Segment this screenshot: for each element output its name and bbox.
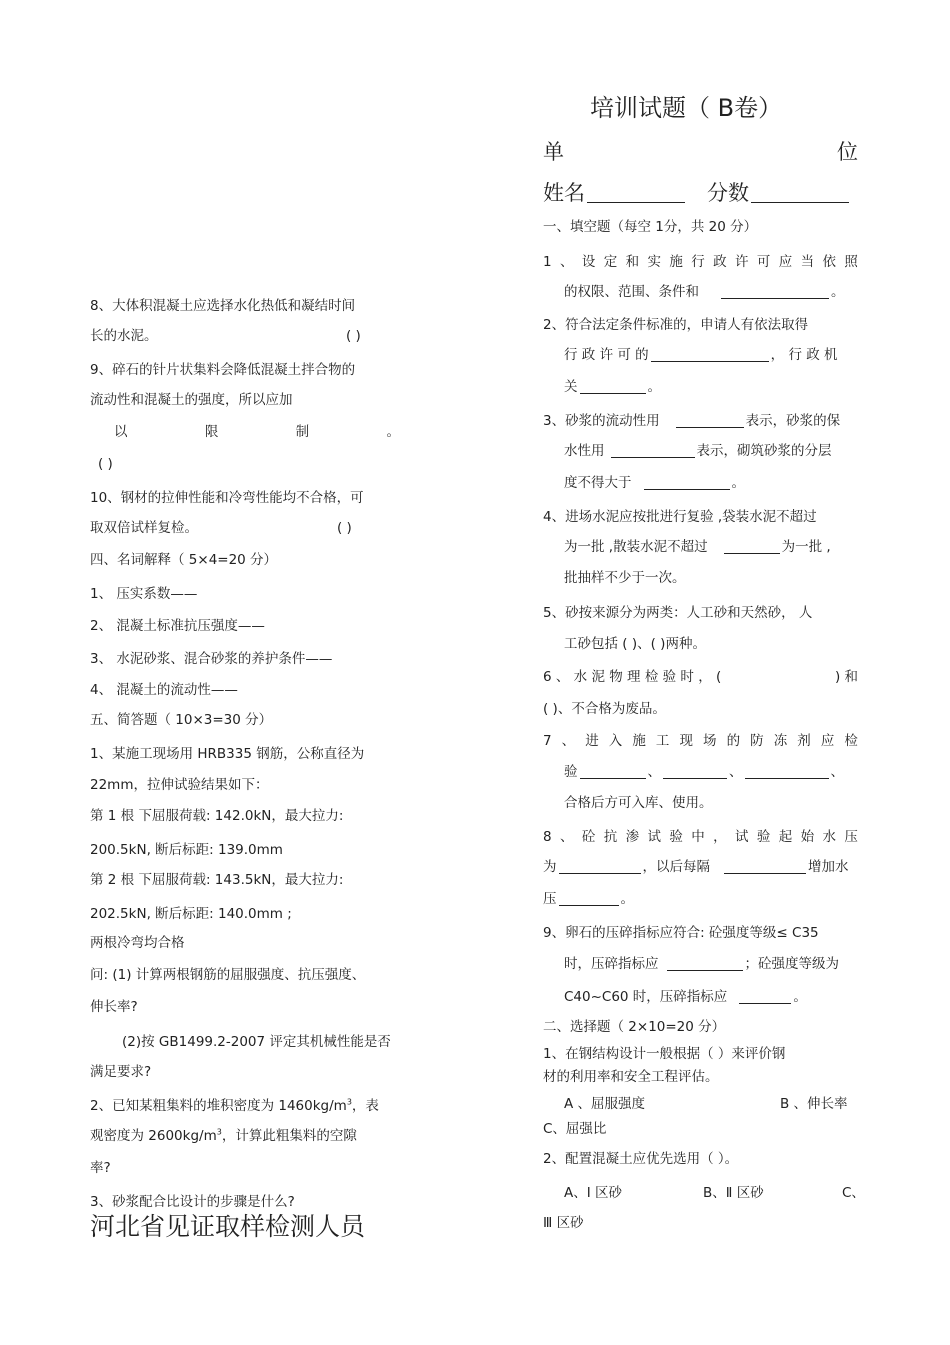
- fill-q9-line2: 时，压碎指标应 ；砼强度等级为: [564, 956, 839, 972]
- choice-q2-option-b[interactable]: B、Ⅱ 区砂: [703, 1185, 764, 1201]
- sa-q1-line7: 两根冷弯均合格: [90, 935, 185, 951]
- fill-q7-line3: 合格后方可入库、使用。: [564, 795, 713, 811]
- choice-q1-option-a[interactable]: A 、屈服强度: [564, 1096, 646, 1112]
- score-label: 分数: [707, 181, 749, 205]
- fill-q3-blank1[interactable]: [676, 413, 744, 428]
- fill-q9-line1: 9、卵石的压碎指标应符合: 砼强度等级≤ C35: [543, 925, 819, 941]
- tf-q9-line2: 流动性和混凝土的强度，所以应加: [90, 392, 293, 408]
- fill-q6-line1: 6 、 水 泥 物 理 检 验 时 ， ( ) 和: [543, 669, 858, 685]
- sa-q1-line8: 问: (1) 计算两根钢筋的屈服强度、抗压强度、: [90, 967, 366, 983]
- section-5-heading: 五、简答题（ 10×3=30 分）: [90, 712, 273, 728]
- tf-q8-line2: 长的水泥。: [90, 328, 158, 344]
- fill-q4-line3: 批抽样不少于一次。: [564, 570, 686, 586]
- fill-q8-blank1[interactable]: [559, 859, 641, 874]
- fill-q8-line1: 8 、 砼 抗 渗 试 验 中 ， 试 验 起 始 水 压: [543, 829, 858, 845]
- term-1: 1、 压实系数——: [90, 586, 198, 602]
- tf-q9-line3: 以 限 制 。: [114, 424, 400, 440]
- choice-q1-line1: 1、在钢结构设计一般根据（ ）来评价钢: [543, 1046, 786, 1062]
- unit-label-end: 位: [837, 140, 858, 164]
- tf-q10-line1: 10、钢材的拉伸性能和冷弯性能均不合格，可: [90, 490, 364, 506]
- fill-q4-blank[interactable]: [724, 539, 780, 554]
- fill-q1-line1: 1 、 设 定 和 实 施 行 政 许 可 应 当 依 照: [543, 254, 858, 270]
- fill-q2-line1: 2、符合法定条件标准的，申请人有依法取得: [543, 317, 809, 333]
- sa-q1-line1: 1、某施工现场用 HRB335 钢筋，公称直径为: [90, 746, 365, 762]
- choice-q1-option-b[interactable]: B 、伸长率: [780, 1096, 848, 1112]
- sa-q1-line3: 第 1 根 下屈服荷载: 142.0kN，最大拉力:: [90, 808, 344, 824]
- sa-q2-line2: 观密度为 $2600kg/m^3$，计算此粗集料的空隙: [90, 1127, 357, 1144]
- name-score-line: [543, 180, 851, 206]
- fill-q8-line2: 为 ，以后每隔 增加水: [543, 859, 849, 875]
- fill-q8-blank3[interactable]: [559, 891, 619, 906]
- choice-q2-option-a[interactable]: A、Ⅰ 区砂: [564, 1185, 623, 1201]
- sa-q2-line3: 率?: [90, 1160, 111, 1176]
- term-2: 2、 混凝土标准抗压强度——: [90, 618, 265, 634]
- sa-q1-line5: 第 2 根 下屈服荷载: 143.5kN，最大拉力:: [90, 872, 344, 888]
- tf-q10-line2: 取双倍试样复检。: [90, 520, 198, 536]
- fill-q3-line1: 3、砂浆的流动性用 表示，砂浆的保: [543, 413, 841, 429]
- unit-label: 单: [543, 140, 564, 164]
- sa-q1-line2: 22mm，拉伸试验结果如下：: [90, 777, 269, 793]
- fill-q5-line2: 工砂包括 ( )、( )两种。: [564, 636, 706, 652]
- fill-q3-line3: 度不得大于 。: [564, 475, 745, 491]
- fill-q1-line2: 的权限、范围、条件和 。: [564, 284, 845, 300]
- tf-q8-answer[interactable]: ( ): [346, 328, 361, 344]
- sa-q1-line9: 伸长率?: [90, 999, 138, 1015]
- fill-q9-blank1[interactable]: [667, 956, 743, 971]
- score-blank[interactable]: [751, 182, 849, 203]
- fill-q8-line3: 压 。: [543, 891, 634, 907]
- choice-q2-option-c[interactable]: Ⅲ 区砂: [543, 1215, 584, 1231]
- fill-q7-line1: 7 、 进 入 施 工 现 场 的 防 冻 剂 应 检: [543, 733, 858, 749]
- fill-q6-line2: ( )、不合格为废品。: [543, 701, 666, 717]
- sa-q3: 3、砂浆配合比设计的步骤是什么?: [90, 1194, 295, 1210]
- fill-q2-line3: 关 。: [564, 379, 661, 395]
- name-label: 姓名: [543, 181, 585, 205]
- fill-q8-blank2[interactable]: [724, 859, 806, 874]
- org-title: 河北省见证取样检测人员: [90, 1212, 366, 1241]
- fill-q4-line1: 4、进场水泥应按批进行复验 ,袋装水泥不超过: [543, 509, 817, 525]
- fill-q2-blank2[interactable]: [580, 379, 646, 394]
- section-2-heading: 二、选择题（ 2×10=20 分）: [543, 1019, 726, 1035]
- fill-q2-line2: 行 政 许 可 的 ， 行 政 机: [564, 347, 838, 363]
- fill-q9-line3: C40~C60 时，压碎指标应 。: [564, 989, 807, 1005]
- fill-q2-blank1[interactable]: [651, 347, 769, 362]
- fill-q7-blank2[interactable]: [663, 764, 727, 779]
- fill-q7-blank3[interactable]: [745, 764, 829, 779]
- fill-q7-line2: 验 、 、 、: [564, 764, 844, 780]
- fill-q1-blank[interactable]: [721, 284, 829, 299]
- page-title: 培训试题（ B卷）: [590, 94, 783, 122]
- section-4-heading: 四、名词解释（ 5×4=20 分）: [90, 552, 278, 568]
- name-blank[interactable]: [587, 182, 685, 203]
- fill-q3-blank2[interactable]: [611, 443, 695, 458]
- fill-q9-blank2[interactable]: [739, 989, 791, 1004]
- sa-q2-line1: 2、已知某粗集料的堆积密度为 $1460kg/m^3$，表: [90, 1097, 379, 1114]
- choice-q2-option-c-label[interactable]: C、: [842, 1185, 865, 1201]
- fill-q4-line2: 为一批 ,散装水泥不超过 为一批 ,: [564, 539, 831, 555]
- tf-q10-answer[interactable]: ( ): [337, 520, 352, 536]
- fill-q3-blank3[interactable]: [644, 475, 730, 490]
- fill-q7-blank1[interactable]: [580, 764, 646, 779]
- tf-q9-answer[interactable]: ( ): [98, 456, 113, 472]
- tf-q9-line1: 9、碎石的针片状集料会降低混凝土拌合物的: [90, 362, 356, 378]
- sa-q1-line6: 202.5kN, 断后标距: 140.0mm ;: [90, 906, 292, 922]
- fill-q3-line2: 水性用 表示，砌筑砂浆的分层: [564, 443, 832, 459]
- section-1-heading: 一、填空题（每空 1分，共 20 分）: [543, 219, 758, 235]
- term-4: 4、 混凝土的流动性——: [90, 682, 238, 698]
- choice-q1-option-c[interactable]: C、屈强比: [543, 1121, 607, 1137]
- term-3: 3、 水泥砂浆、混合砂浆的养护条件——: [90, 651, 333, 667]
- choice-q2-line1: 2、配置混凝土应优先选用（ ）。: [543, 1151, 739, 1167]
- tf-q8-line1: 8、大体积混凝土应选择水化热低和凝结时间: [90, 298, 356, 314]
- fill-q5-line1: 5、砂按来源分为两类：人工砂和天然砂， 人: [543, 605, 813, 621]
- sa-q1-line4: 200.5kN, 断后标距: 139.0mm: [90, 842, 283, 858]
- choice-q1-line2: 材的利用率和安全工程评估。: [543, 1069, 719, 1085]
- sa-q1-line10: (2)按 GB1499.2-2007 评定其机械性能是否: [122, 1034, 391, 1050]
- sa-q1-line11: 满足要求?: [90, 1064, 152, 1080]
